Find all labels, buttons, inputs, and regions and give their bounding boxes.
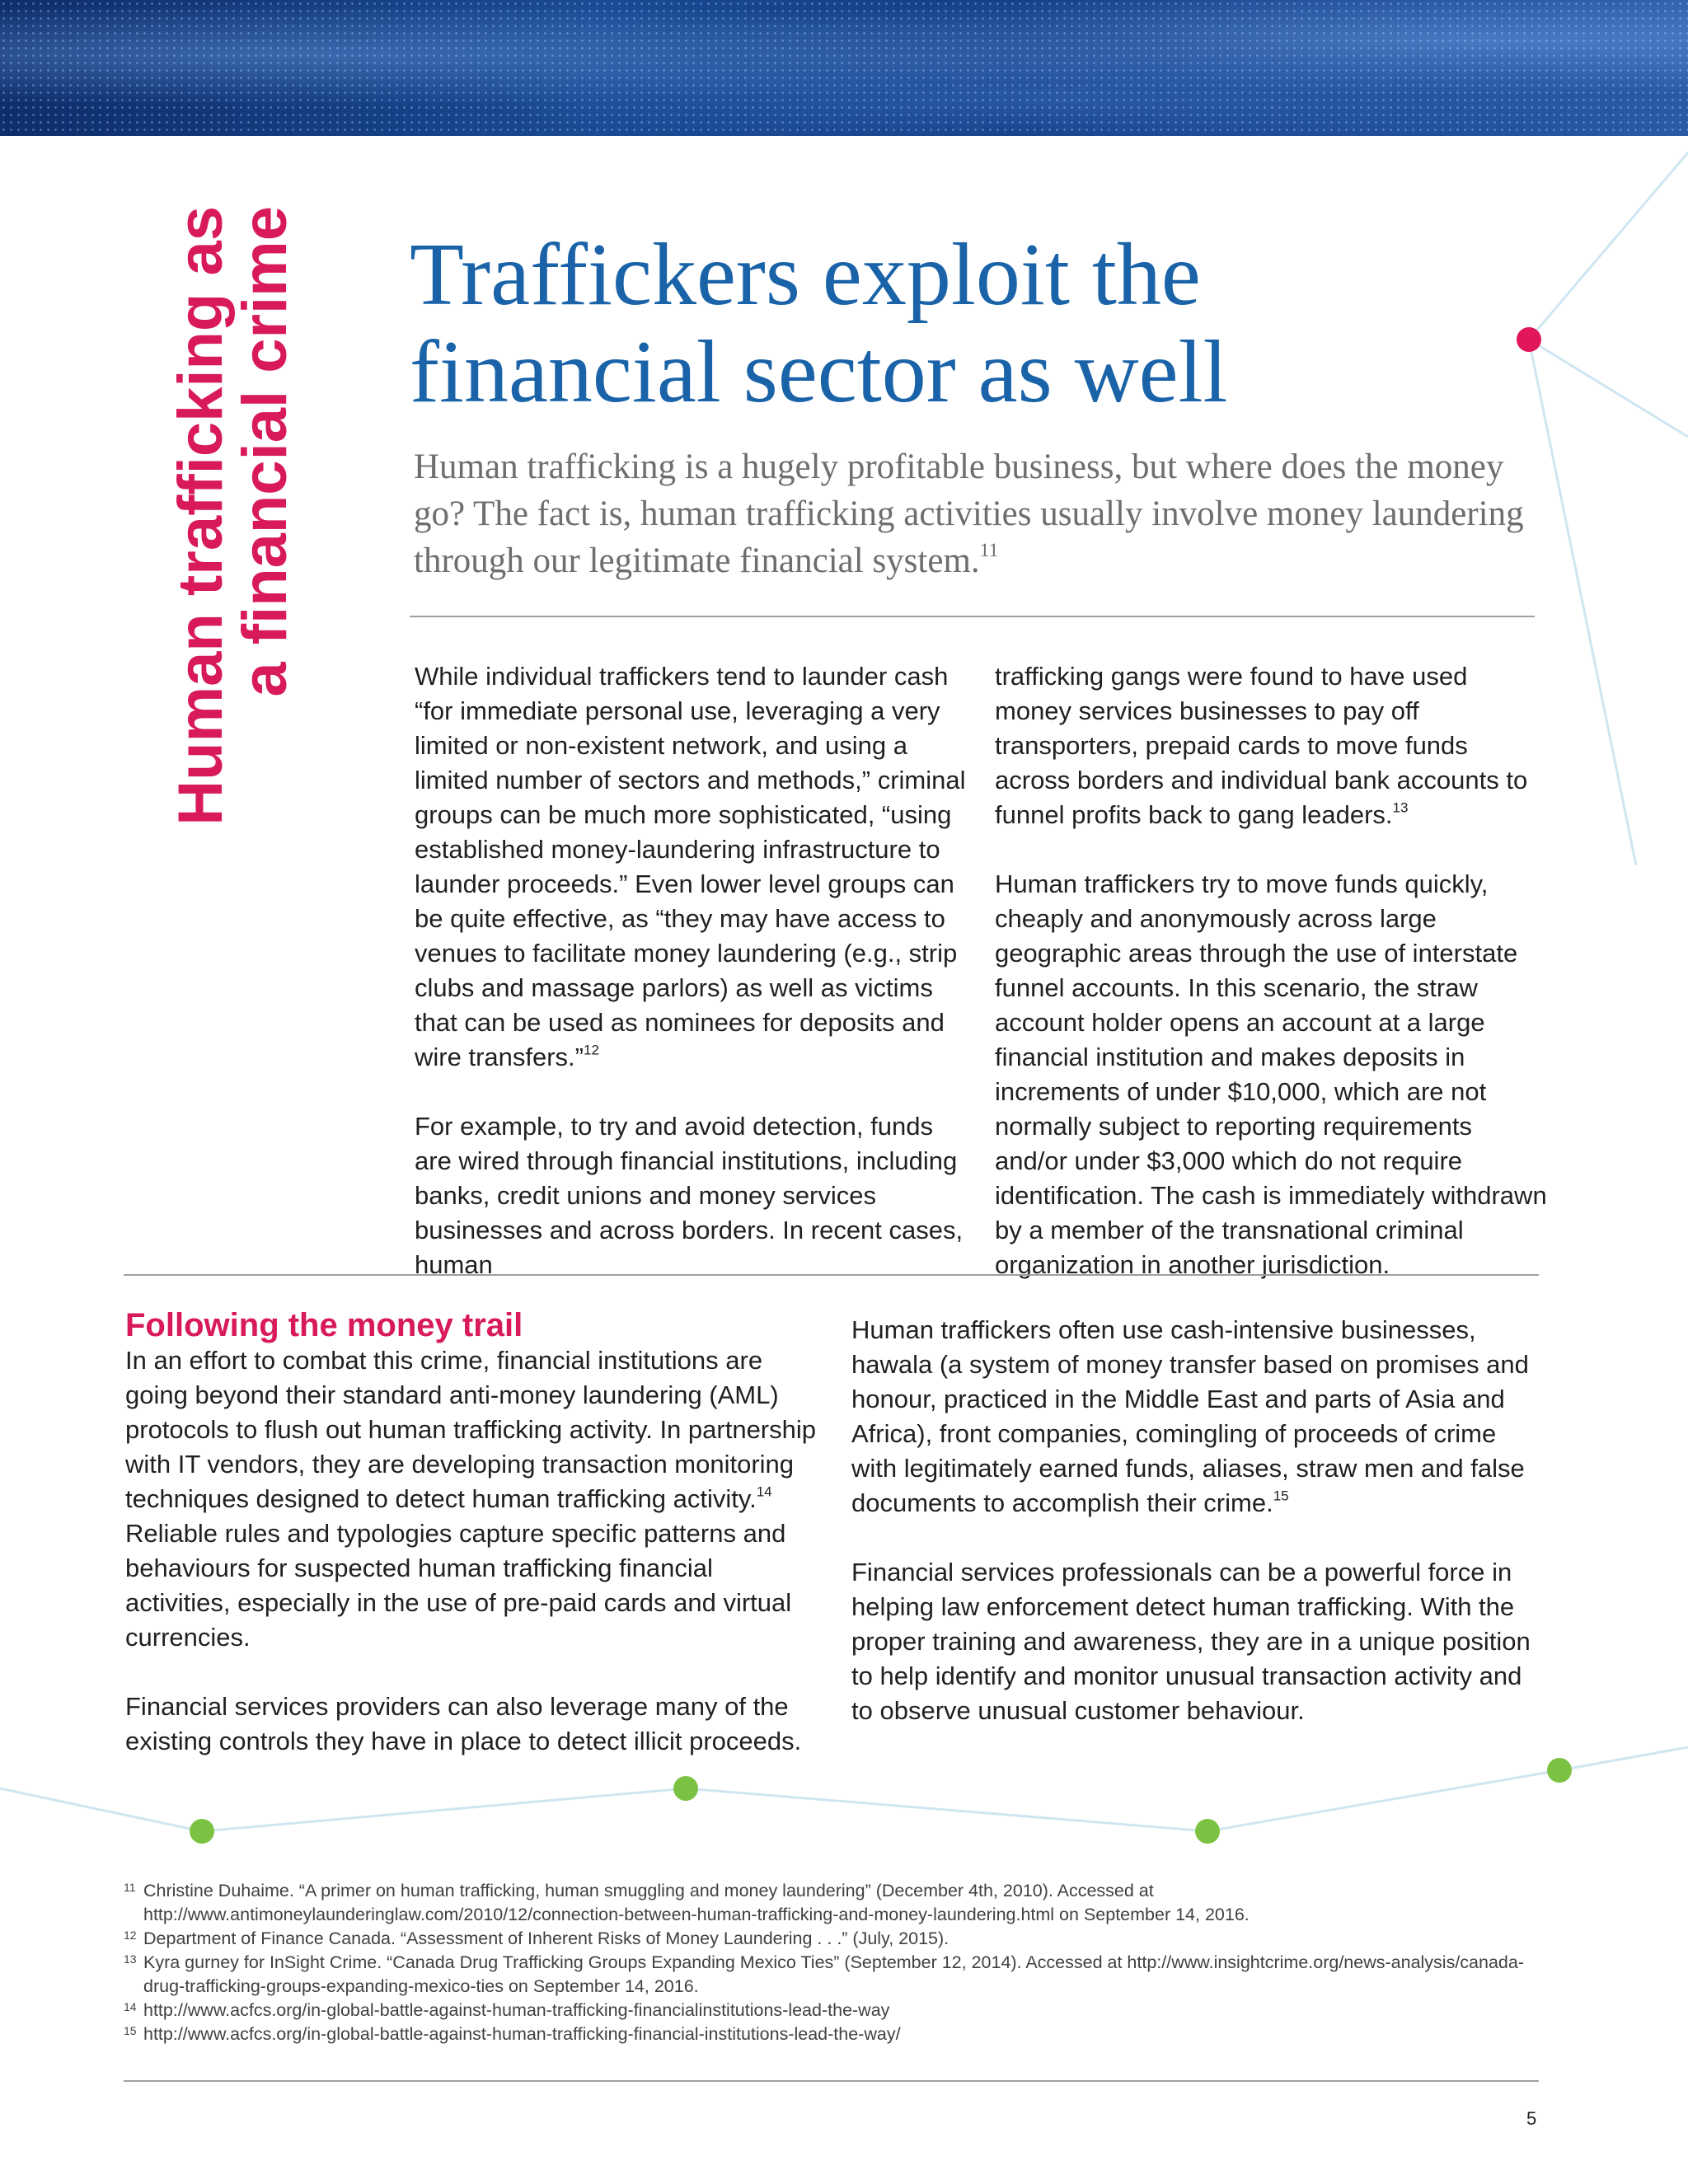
footnote-number: 14 [124,2000,137,2013]
body-text: Reliable rules and typologies capture specific patterns and behaviours for suspected human trafficking financial activities, especially in the use of pre-paid cards and virtual currencies. [125,1519,792,1652]
upper-right-column [995,659,1547,1282]
lower-left-column [125,1307,822,1759]
network-line [1207,1770,1559,1831]
page-title-line-2: financial sector as well [410,323,1228,421]
footnote-text: Christine Duhaime. “A primer on human trafficking, human smuggling and money laundering” (December 4th, 2010). Accessed at http://www.antimoneylaunderinglaw.com/2010/12/connection-between-human-trafficking-and-money-laundering.html on September 14, 2016. [143,1881,1250,1924]
network-node-green [673,1776,698,1801]
body-text: While individual traffickers tend to launder cash “for immediate personal use, leveraging a very limited or non-existent network, and using a limited number of sectors and methods,” criminal groups can be much more sophisticated, “using established money-laundering infrastructure to launder proceeds.” Even lower level groups can be quite effective, as “they may have access to venues to facilitate money laundering (e.g., strip clubs and massage parlors) as well as victims that can be used as nominees for deposits and wire transfers.” [415,662,966,1071]
page-number: 5 [1526,2108,1537,2129]
footnote-number: 12 [124,1929,137,1942]
body-paragraph: For example, to try and avoid detection, funds are wired through financial institutions, including banks, credit unions and money services businesses and across borders. In recent cases, human [415,1112,964,1279]
footnote [124,1951,1541,1999]
footnote [124,1927,1541,1951]
footnote-ref: 12 [583,1042,599,1058]
network-node-green [1195,1819,1220,1844]
body-paragraph [415,659,967,1075]
footnote-number: 13 [124,1952,137,1966]
body-paragraph [125,1343,822,1655]
footnote [124,2022,1541,2046]
network-node-magenta [1517,327,1541,352]
intro-paragraph [414,443,1543,584]
footnote-text: http://www.acfcs.org/in-global-battle-against-human-trafficking-financial-institutions-lead-the-way/ [143,2024,901,2044]
side-title-line-1: Human trafficking as [166,206,236,826]
footnote [124,1879,1541,1927]
page-title [410,227,1481,421]
body-text: In an effort to combat this crime, financial institutions are going beyond their standard anti-money laundering (AML) protocols to flush out human trafficking activity. In partnership with IT vendors, they are developing transaction monitoring techniques designed to detect human trafficking activity. [125,1346,816,1513]
footnote-ref: 14 [756,1483,772,1500]
footnote-text: Department of Finance Canada. “Assessment of Inherent Risks of Money Laundering . . .” (July, 2015). [143,1929,950,1948]
body-text: Human traffickers often use cash-intensive businesses, hawala (a system of money transfer based on promises and honour, practiced in the Middle East and parts of Asia and Africa), front companies, comingling of proceeds of crime with legitimately earned funds, aliases, straw men and false documents to accomplish their crime. [851,1315,1529,1517]
divider [124,1274,1539,1276]
body-paragraph: Financial services providers can also leverage many of the existing controls they have in place to detect illicit proceeds. [125,1692,802,1755]
body-paragraph: Financial services professionals can be a powerful force in helping law enforcement detect human trafficking. With the proper training and awareness, they are in a unique position to help identify and monitor unusual transaction activity and to observe unusual customer behaviour. [851,1558,1531,1725]
body-paragraph [995,659,1547,832]
network-line [1529,340,1688,437]
network-node-green [1547,1758,1572,1783]
side-title [166,206,300,948]
footnote-text: http://www.acfcs.org/in-global-battle-against-human-trafficking-financialinstitutions-lead-the-way [143,2000,890,2020]
section-heading: Following the money trail [125,1307,523,1343]
network-line [1529,152,1688,340]
footnote-ref: 11 [979,540,999,562]
divider [410,616,1535,617]
footnote-ref: 15 [1273,1488,1289,1504]
body-paragraph [851,1313,1548,1521]
body-paragraph: Human traffickers try to move funds quickly, cheaply and anonymously across large geographic areas through the use of interstate funnel accounts. In this scenario, the straw account holder opens an account at a large financial institution and makes deposits in increments of under $10,000, which are not normally subject to reporting requirements and/or under $3,000 which do not require identification. The cash is immediately withdrawn by a member of the transnational criminal organization in another jurisdiction. [995,869,1547,1279]
intro-text: Human trafficking is a hugely profitable business, but where does the money go? The fact is, human trafficking activities usually involve money laundering through our legitimate financial system. [414,448,1524,580]
network-line [0,1788,202,1831]
lower-right-column [851,1313,1548,1728]
footnotes [124,1879,1541,2046]
side-title-line-2: a financial crime [230,206,300,697]
page-title-line-1: Traffickers exploit the [410,226,1201,324]
divider [124,2080,1539,2082]
footnote-ref: 13 [1392,799,1409,816]
network-line [1559,1747,1688,1770]
body-text: trafficking gangs were found to have used money services businesses to pay off transporters, prepaid cards to move funds across borders and individual bank accounts to funnel profits back to gang leaders. [995,662,1528,829]
network-node-green [190,1819,214,1844]
upper-left-column [415,659,967,1282]
footnote-number: 15 [124,2024,137,2037]
network-line [686,1788,1207,1831]
network-line [202,1788,686,1831]
footnote-number: 11 [124,1881,136,1894]
footnote-text: Kyra gurney for InSight Crime. “Canada Drug Trafficking Groups Expanding Mexico Ties” (September 12, 2014). Accessed at http://www.insightcrime.org/news-analysis/canada-drug-trafficking-groups-expanding-mexico-ties on September 14, 2016. [143,1952,1524,1996]
footnote [124,1999,1541,2022]
